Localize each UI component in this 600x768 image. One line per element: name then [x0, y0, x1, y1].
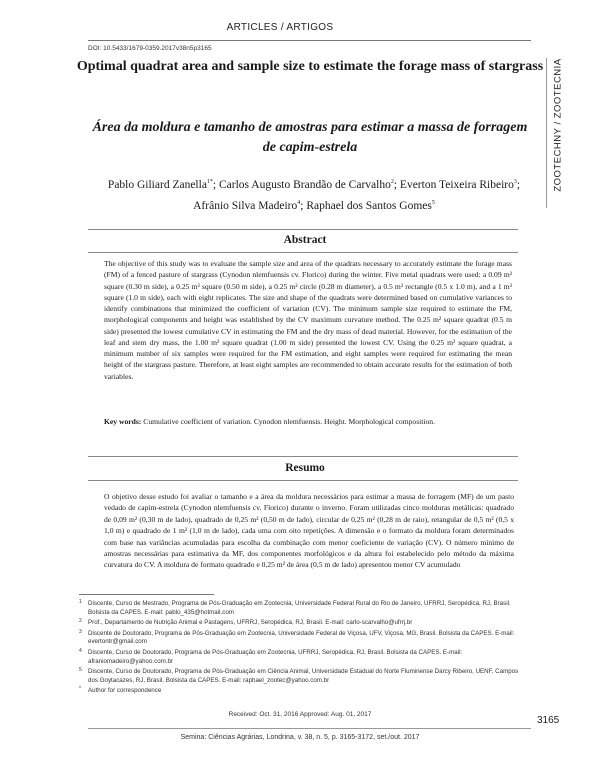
doi: DOI: 10.5433/1679-0359.2017v38n5p3165 — [88, 45, 212, 52]
author: Afrânio Silva Madeiro$^4$; — [193, 199, 307, 212]
footnotes — [79, 600, 519, 698]
footnote-divider — [79, 594, 214, 595]
author: Carlos Augusto Brandão de Carvalho$^2$; — [219, 178, 400, 191]
author-list — [96, 173, 532, 215]
header-divider — [88, 40, 531, 41]
title-english: Optimal quadrat area and sample size to estimate the forage mass of stargrass — [76, 59, 544, 74]
footnote: 3 Discente de Doutorado, Programa de Pós-Graduação em Zootecnia, Universidade Federal de Viçosa, UFV, Viçosa, MG, Brasil. Bolsista da CAPES. E-mail: evertontr@gmail.com — [79, 628, 515, 646]
footnote: 2 Prof., Departamento de Nutrição Animal e Pastagens, UFRRJ, Seropédica, RJ, Brasil. E-mail: carlo-scarvalho@ufrrj.br — [79, 618, 413, 627]
side-section-tab — [551, 50, 565, 195]
footnote: 4 Discente, Curso de Doutorado, Programa de Pós-Graduação em Zootecnia, UFRRJ, Seropédica, RJ, Brasil. Bolsista da CAPES. E-mail: afraniomadeiro@yahoo.com.br — [79, 647, 463, 665]
resumo-top-rule — [88, 456, 518, 457]
abstract-top-rule — [88, 229, 518, 230]
resumo-bottom-rule — [88, 480, 518, 481]
keywords-text: Cumulative coefficient of variation. Cynodon nlemfuensis. Height. Morphological composition. — [143, 417, 435, 426]
footnote: * Author for correspondence — [79, 686, 162, 695]
footnote: 1 Discente, Curso de Mestrado, Programa de Pós-Graduação em Zootecnia, Universidade Federal Rural do Rio de Janeiro, UFRRJ, Seropédica, RJ, Brasil. Bolsista da CAPES. E-mail: pablo_435@hotmail.com — [79, 599, 511, 616]
author: Pablo Giliard Zanella$^{1*}$; — [107, 178, 219, 191]
abstract-heading: Abstract — [283, 234, 327, 246]
keywords-label: Key words: — [104, 417, 142, 426]
abstract-bottom-rule — [88, 252, 518, 253]
journal-citation: Semina: Ciências Agrárias, Londrina, v. 38, n. 5, p. 3165-3172, set./out. 2017 — [180, 734, 420, 741]
side-divider — [546, 58, 547, 208]
author: Raphael dos Santos Gomes$^5$ — [306, 199, 435, 212]
resumo-heading: Resumo — [285, 462, 325, 474]
footer-divider — [88, 728, 531, 729]
footnote: 5 Discente, Curso de Doutorado, Programa de Pós-Graduação em Ciência Animal, Universidade Estadual do Norte Fluminense Darcy Ribeiro, UENF, Campos dos Goytacazes, RJ, Brasil. Bolsista da CAPES. E-mail: raphael_zootec@yahoo.com.br — [79, 667, 519, 684]
side-section-label: ZOOTECHNY / ZOOTECNIA — [552, 58, 564, 192]
received-dates: Received: Oct. 31, 2016 Approved: Aug. 01, 2017 — [228, 711, 372, 718]
keywords — [104, 416, 512, 427]
page-number: 3165 — [537, 715, 560, 726]
title-portuguese: Área da moldura e tamanho de amostras para estimar a massa de forragem de capim-estrela — [92, 120, 528, 155]
resumo-body: O objetivo desse estudo foi avaliar o tamanho e a área da moldura necessários para estimar a massa de forragem (MF) de um pasto vedado de capim-estrela (Cynodon nlemfuensis cv. Florico) durante o inverno. Foram utilizadas cinco molduras metálicas: quadrado de 0,09 m² (0,30 m de lado), quadrado de 0,25 m² (0,50 m de lado), circular de 0,25 m² (0,28 m de raio), retangular de 0,5 m² (0,5 x 1,0 m) e quadrado de 1 m² (1,0 m de lado), cada uma com oito repetições. A dimensão e o formato da moldura foram determinados com base nas variâncias acumuladas para escolha da combinação com menor coeficiente de variação (CV). O número mínimo de amostras necessárias para estimativa da MF, dos componentes morfológicos e da altura foi estabelecido pelo método da máxima curvatura do CV. A moldura de formato quadrado e 0,25 m² de área (0,5 m de lado) apresentou menor CV acumulado — [104, 492, 514, 570]
section-label: ARTICLES / ARTIGOS — [226, 22, 334, 33]
abstract-body: The objective of this study was to evaluate the sample size and area of the quadrats necessary to accurately estimate the forage mass (FM) of a fenced pasture of stargrass (Cynodon nlemfuensis cv. Florico) during the winter. Five metal quadrats were used: a 0.09 m² square (0.30 m side), a 0.25 m² square (0.50 m side), a 0.25 m² circle (0.28 m diameter), a 0.5 m² rectangle (0.5 x 1.0 m), and a 1 m² square (1.0 m side), each with eight replicates. The size and shape of the quadrats were determined based on cumulative variances to identify combinations that minimized the coefficient of variation (CV). The minimum sample size required to estimate the FM, morphological components and height was established by the CV maximum curvature method. The 0.25 m² square quadrat (0.5 m side) presented the lowest cumulative CV in estimating the FM and the dry mass of dead material. However, for the estimation of the leaf and stem dry mass, the 1.00 m² square quadrat (1.00 m side) presented the lowest CV. Using the 0.25 m² square quadrat, a minimum number of six samples were required for the FM estimation, and eight samples were required for estimating the mean height of the stargrass pasture. Therefore, at least eight samples are recommended to obtain accurate results for the estimation of both variables. — [104, 259, 512, 381]
author: Everton Teixeira Ribeiro$^3$; — [399, 178, 521, 191]
